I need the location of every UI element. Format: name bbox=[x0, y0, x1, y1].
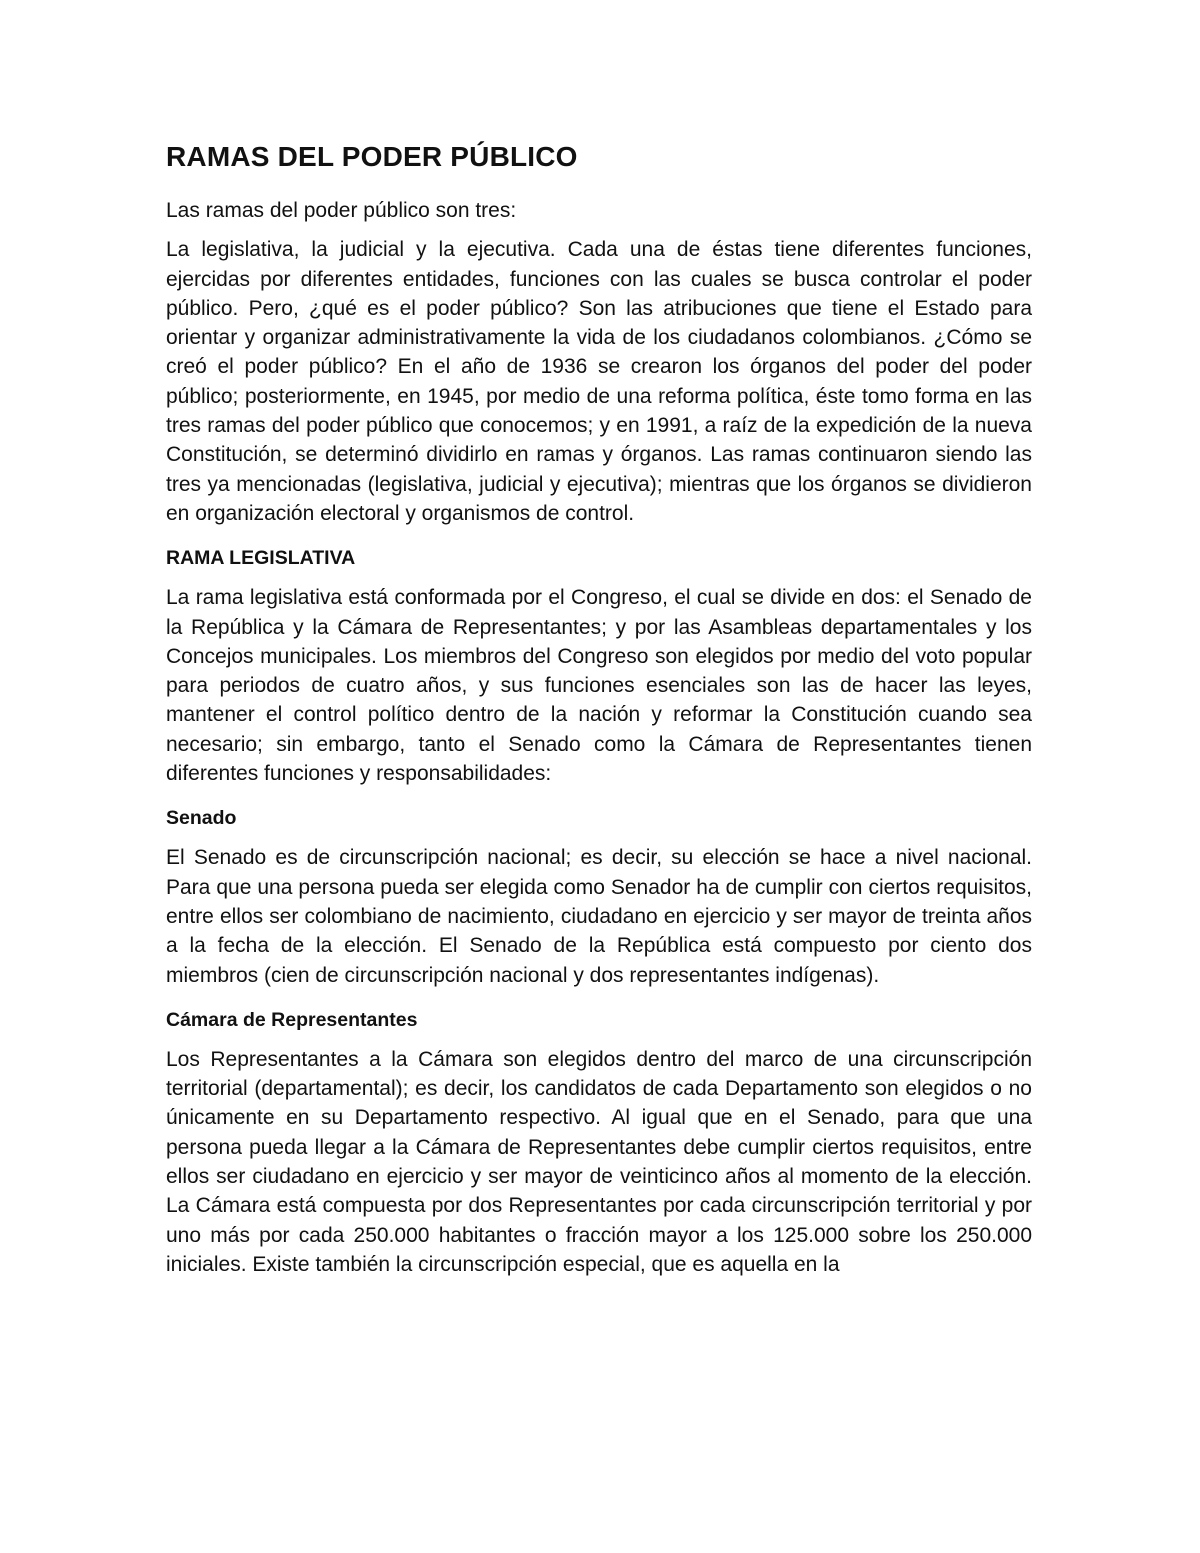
section-heading-camara: Cámara de Representantes bbox=[166, 1008, 418, 1031]
intro-paragraph: Las ramas del poder público son tres: bbox=[166, 199, 517, 222]
rama-legislativa-paragraph: La rama legislativa está conformada por el Congreso, el cual se divide en dos: el Senado de la República y la Cámara de Representantes; y por las Asambleas departamentales y los Concejos municipales. Los miembros del Congreso son elegidos por medio del voto popular para periodos de cuatro años, y sus funciones esenciales son las de hacer las leyes, mantener el control político dentro de la nación y reformar la Constitución cuando sea necesario; sin embargo, tanto el Senado como la Cámara de Representantes tienen diferentes funciones y responsabilidades: bbox=[166, 586, 1032, 786]
overview-paragraph: La legislativa, la judicial y la ejecutiva. Cada una de éstas tiene diferentes funciones, ejercidas por diferentes entidades, funciones con las cuales se busca controlar el poder público. Pero, ¿qué es el poder público? Son las atribuciones que tiene el Estado para orientar y organizar administrativamente la vida de los ciudadanos colombianos. ¿Cómo se creó el poder público? En el año de 1936 se crearon los órganos del poder del poder público; posteriormente, en 1945, por medio de una reforma política, éste tomo forma en las tres ramas del poder público que conocemos; y en 1991, a raíz de la expedición de la nueva Constitución, se determinó dividirlo en ramas y órganos. Las ramas continuaron siendo las tres ya mencionadas (legislativa, judicial y ejecutiva); mientras que los órganos se dividieron en organización electoral y organismos de control. bbox=[166, 238, 1032, 525]
section-heading-rama-legislativa: RAMA LEGISLATIVA bbox=[166, 547, 356, 570]
senado-paragraph: El Senado es de circunscripción nacional; es decir, su elección se hace a nivel nacional. Para que una persona pueda ser elegida como Senador ha de cumplir con ciertos requisitos, entre ellos ser colombiano de nacimiento, ciudadano en ejercicio y ser mayor de treinta años a la fecha de la elección. El Senado de la República está compuesto por ciento dos miembros (cien de circunscripción nacional y dos representantes indígenas). bbox=[166, 846, 1032, 987]
section-heading-senado: Senado bbox=[166, 807, 237, 830]
camara-paragraph: Los Representantes a la Cámara son elegidos dentro del marco de una circunscripción territorial (departamental); es decir, los candidatos de cada Departamento son elegidos o no únicamente en su Departamento respectivo. Al igual que en el Senado, para que una persona pueda llegar a la Cámara de Representantes debe cumplir ciertos requisitos, entre ellos ser ciudadano en ejercicio y ser mayor de veinticinco años al momento de la elección. La Cámara está compuesta por dos Representantes por cada circunscripción territorial y por uno más por cada 250.000 habitantes o fracción mayor a los 125.000 sobre los 250.000 iniciales. Existe también la circunscripción especial, que es aquella en la bbox=[166, 1047, 1032, 1276]
document-title: RAMAS DEL PODER PÚBLICO bbox=[166, 141, 578, 172]
document-page bbox=[166, 138, 1032, 1279]
